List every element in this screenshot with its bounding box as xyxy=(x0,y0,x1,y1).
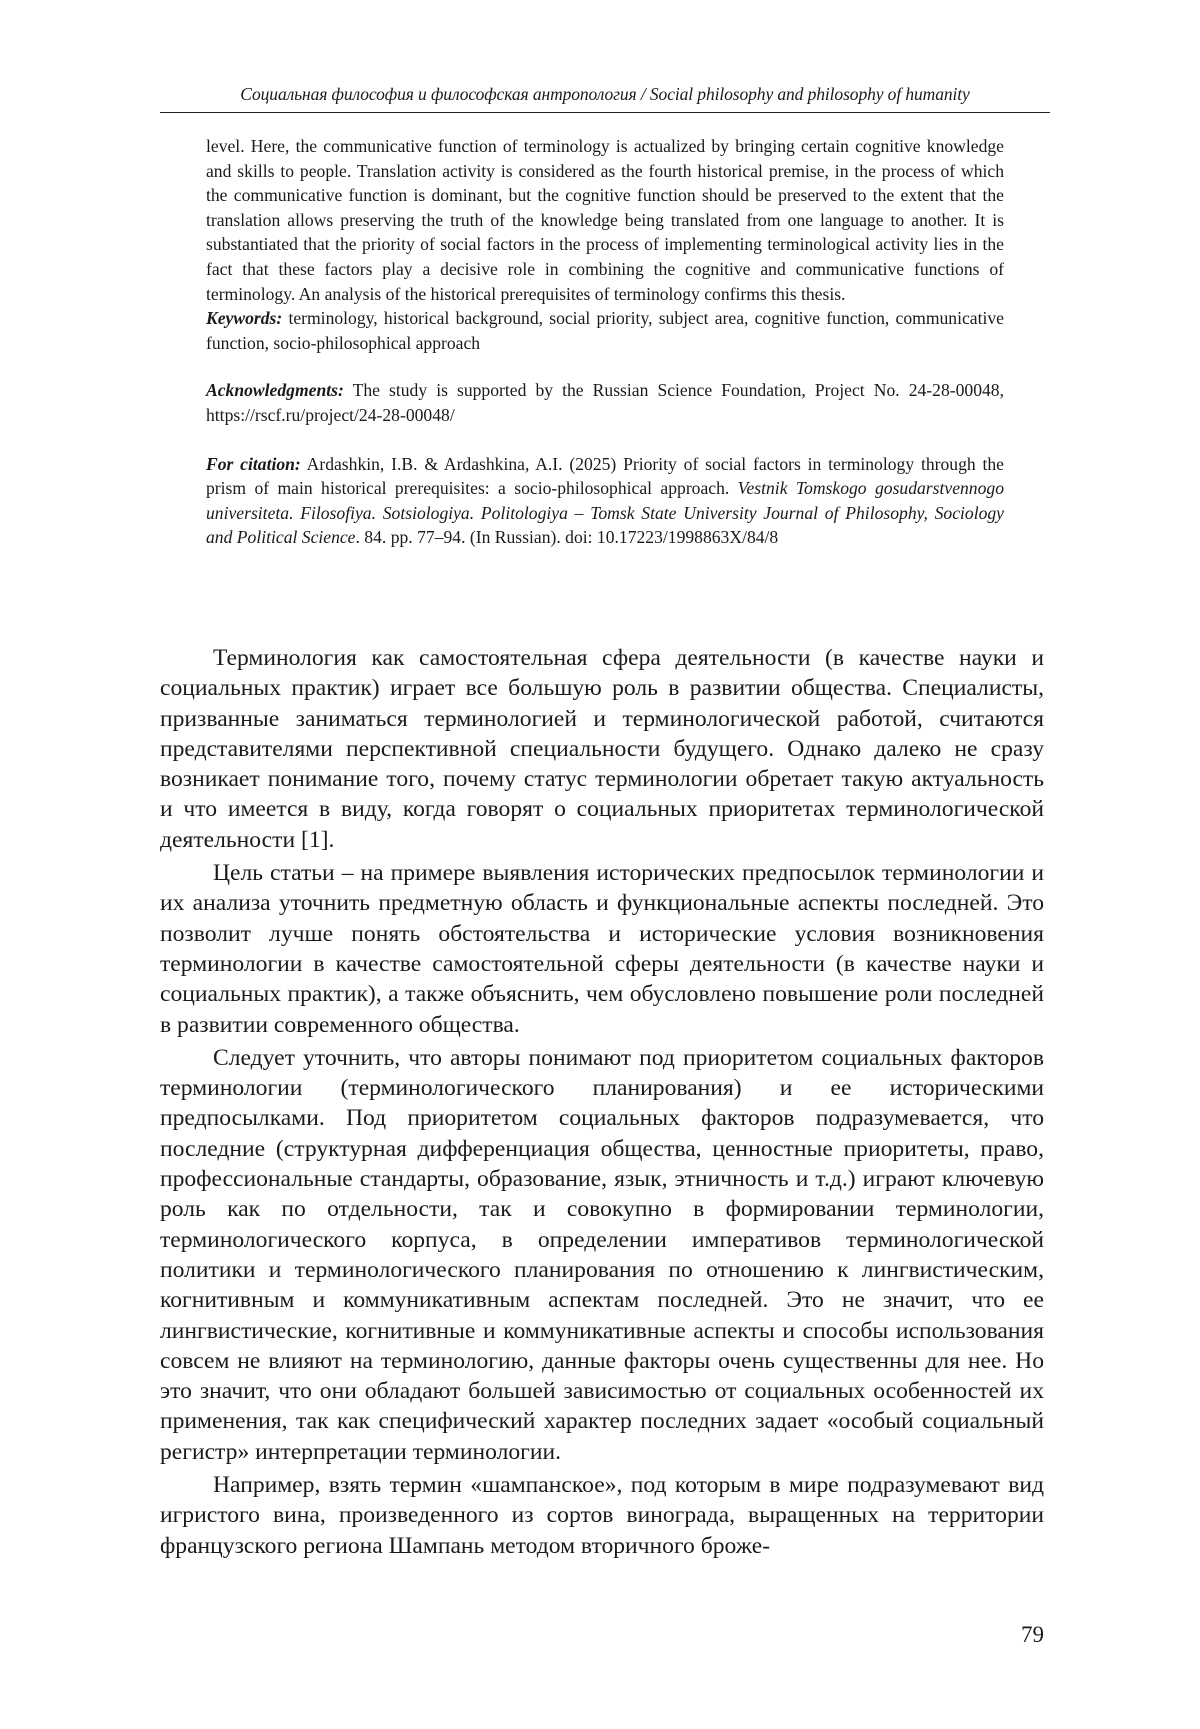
body-paragraph: Терминология как самостоятельная сфера деятельности (в качестве науки и социальных практик) играет все большую роль в развитии общества. Специалисты, призванные заниматься терминологией и терминологической работой, считаются представителями перспективной специальности будущего. Однако далеко не сразу возникает понимание того, почему статус терминологии обретает такую актуальность и что имеется в виду, когда говорят о социальных приоритетах терминологической деятельности [1]. xyxy=(160,645,1044,853)
keywords-label: Keywords: xyxy=(206,308,283,329)
body-paragraph: Например, взять термин «шампанское», под которым в мире подразумевают вид игристого вина, произведенного из сортов винограда, выращенных на территории французского региона Шампань методом вторичного броже- xyxy=(160,1472,1044,1559)
citation-journal: Vestnik Tomskogo gosudarstvennogo universiteta. Filosofiya. Sotsiologiya. Politologiya – Tomsk State University Journal of Philosophy, Sociology and Political Science xyxy=(206,478,1004,548)
body-paragraph: Следует уточнить, что авторы понимают под приоритетом социальных факторов терминологии (терминологического планирования) и ее историческими предпосылками. Под приоритетом социальных факторов подразумевается, что последние (структурная дифференциация общества, ценностные приоритеты, право, профессиональные стандарты, образование, язык, этничность и т.д.) играют ключевую роль как по отдельности, так и совокупно в формировании терминологии, терминологического корпуса, в определении императивов терминологической политики и терминологического планирования по отношению к лингвистическим, когнитивным и коммуникативным аспектам последней. Это не значит, что ее лингвистические, когнитивные и коммуникативные аспекты и способы использования совсем не влияют на терминологию, данные факторы очень существенны для нее. Но это значит, что они обладают большей зависимостью от социальных особенностей их применения, так как специфический характер последних задает «особый социальный регистр» интерпретации терминологии. xyxy=(160,1044,1044,1465)
body-paragraph: Цель статьи – на примере выявления исторических предпосылок терминологии и их анализа уточнить предметную область и функциональные аспекты последней. Это позволит лучше понять обстоятельства и исторические условия возникновения терминологии в качестве самостоятельной сферы деятельности (в качестве науки и социальных практик), а также объяснить, чем обусловлено повышение роли последней в развитии современного общества. xyxy=(160,860,1044,1038)
citation-text: Ardashkin, I.B. & Ardashkina, A.I. (2025) Priority of social factors in terminology through the prism of main historical prerequisites: a socio-philosophical approach. xyxy=(206,453,1004,499)
acknowledgments-label: Acknowledgments: xyxy=(206,380,344,401)
keywords xyxy=(206,306,1004,355)
abstract-block xyxy=(206,134,1004,550)
page-number: 79 xyxy=(1021,1622,1044,1647)
main-body xyxy=(160,643,1044,1564)
keywords-text: terminology, historical background, social priority, subject area, cognitive function, communicative function, socio-philosophical approach xyxy=(206,308,1004,353)
acknowledgments xyxy=(206,378,1004,427)
citation xyxy=(206,452,1004,550)
header-divider xyxy=(160,112,1050,113)
acknowledgments-text: The study is supported by the Russian Science Foundation, Project No. 24-28-00048, https://rscf.ru/project/24-28-00048/ xyxy=(206,380,1004,425)
running-header: Социальная философия и философская антропология / Social philosophy and philosophy of humanity xyxy=(240,84,970,104)
abstract-continuation: level. Here, the communicative function of terminology is actualized by bringing certain cognitive knowledge and skills to people. Translation activity is considered as the fourth historical premise, in the process of which the communicative function is dominant, but the cognitive function should be preserved to the extent that the translation allows preserving the truth of the knowledge being translated from one language to another. It is substantiated that the priority of social factors in the process of implementing terminological activity lies in the fact that these factors play a decisive role in combining the cognitive and communicative functions of terminology. An analysis of the historical prerequisites of terminology confirms this thesis. xyxy=(206,136,1004,304)
citation-details: . 84. pp. 77–94. (In Russian). doi: 10.17223/1998863X/84/8 xyxy=(355,527,779,548)
citation-label: For citation: xyxy=(206,453,301,474)
